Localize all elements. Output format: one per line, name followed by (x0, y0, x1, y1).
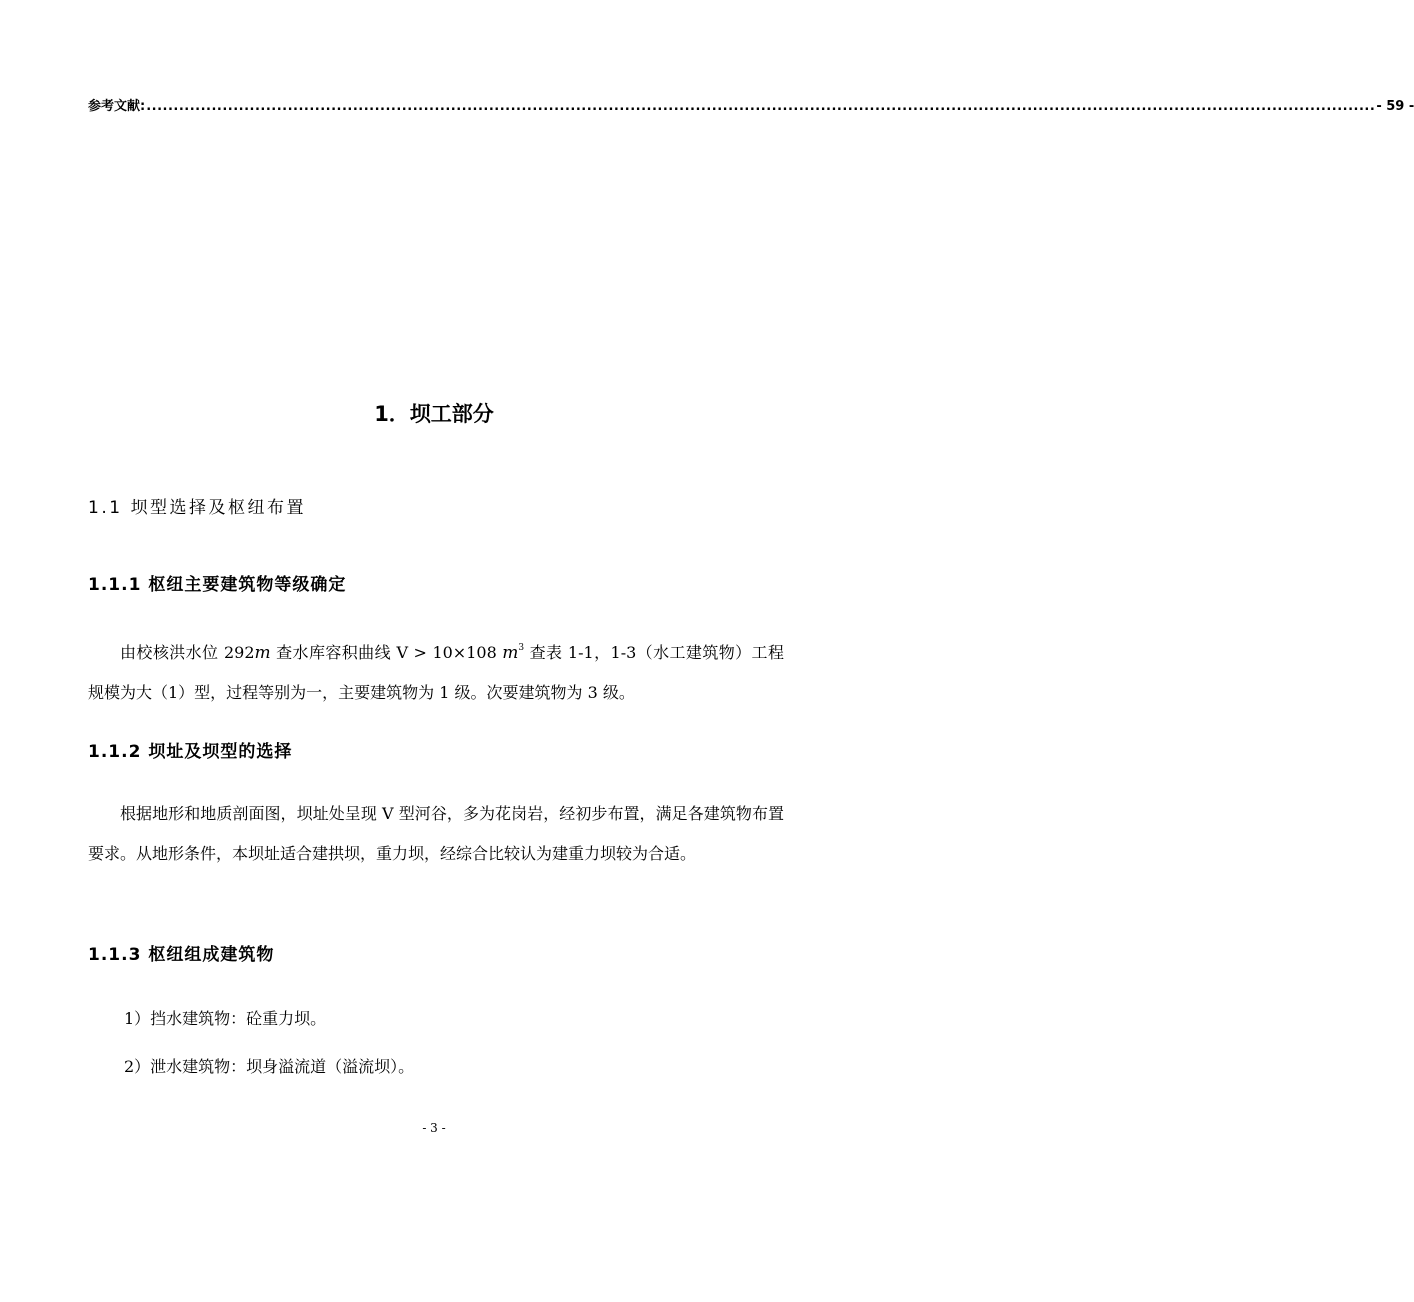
unit-exponent: 3 (518, 643, 525, 653)
toc-entry-references[interactable] (88, 95, 1414, 114)
page-number: - 3 - (422, 1121, 446, 1135)
section-heading-1-1-1: 1.1.1 枢纽主要建筑物等级确定 (88, 575, 347, 595)
toc-leader-dots: .................................................................................................................................................................................................................................. (146, 99, 1376, 114)
chapter-title: 1．坝工部分 (374, 402, 494, 426)
list-item: 1）挡水建筑物：砼重力坝。 (124, 1009, 327, 1028)
unit-meter: m (254, 643, 271, 663)
list-item: 2）泄水建筑物：坝身溢流道（溢流坝）。 (124, 1057, 415, 1076)
paragraph-text-part: 查水库容积曲线 V > 10×108 (270, 643, 503, 662)
unit-cubic-meter: m (502, 643, 519, 663)
paragraph-dam-site: 根据地形和地质剖面图，坝址处呈现 V 型河谷，多为花岗岩，经初步布置，满足各建筑物布置要求。从地形条件，本坝址适合建拱坝，重力坝，经综合比较认为建重力坝较为合适。 (88, 804, 784, 863)
section-heading-1-1: 1.1 坝型选择及枢纽布置 (88, 498, 306, 518)
toc-page-number: - 59 - (1376, 99, 1414, 114)
paragraph-text-part: 由校核洪水位 292 (120, 643, 255, 662)
paragraph-building-grade (88, 628, 784, 713)
toc-label: 参考文献: (88, 99, 146, 114)
section-heading-1-1-3: 1.1.3 枢纽组成建筑物 (88, 945, 275, 965)
paragraph-text-part: 查表 1-1，1-3（水工建筑物）工程规模为大（1）型，过程等别为一，主要建筑物为 1 级。次要建筑物为 3 级。 (88, 643, 784, 702)
section-heading-1-1-2: 1.1.2 坝址及坝型的选择 (88, 742, 293, 762)
